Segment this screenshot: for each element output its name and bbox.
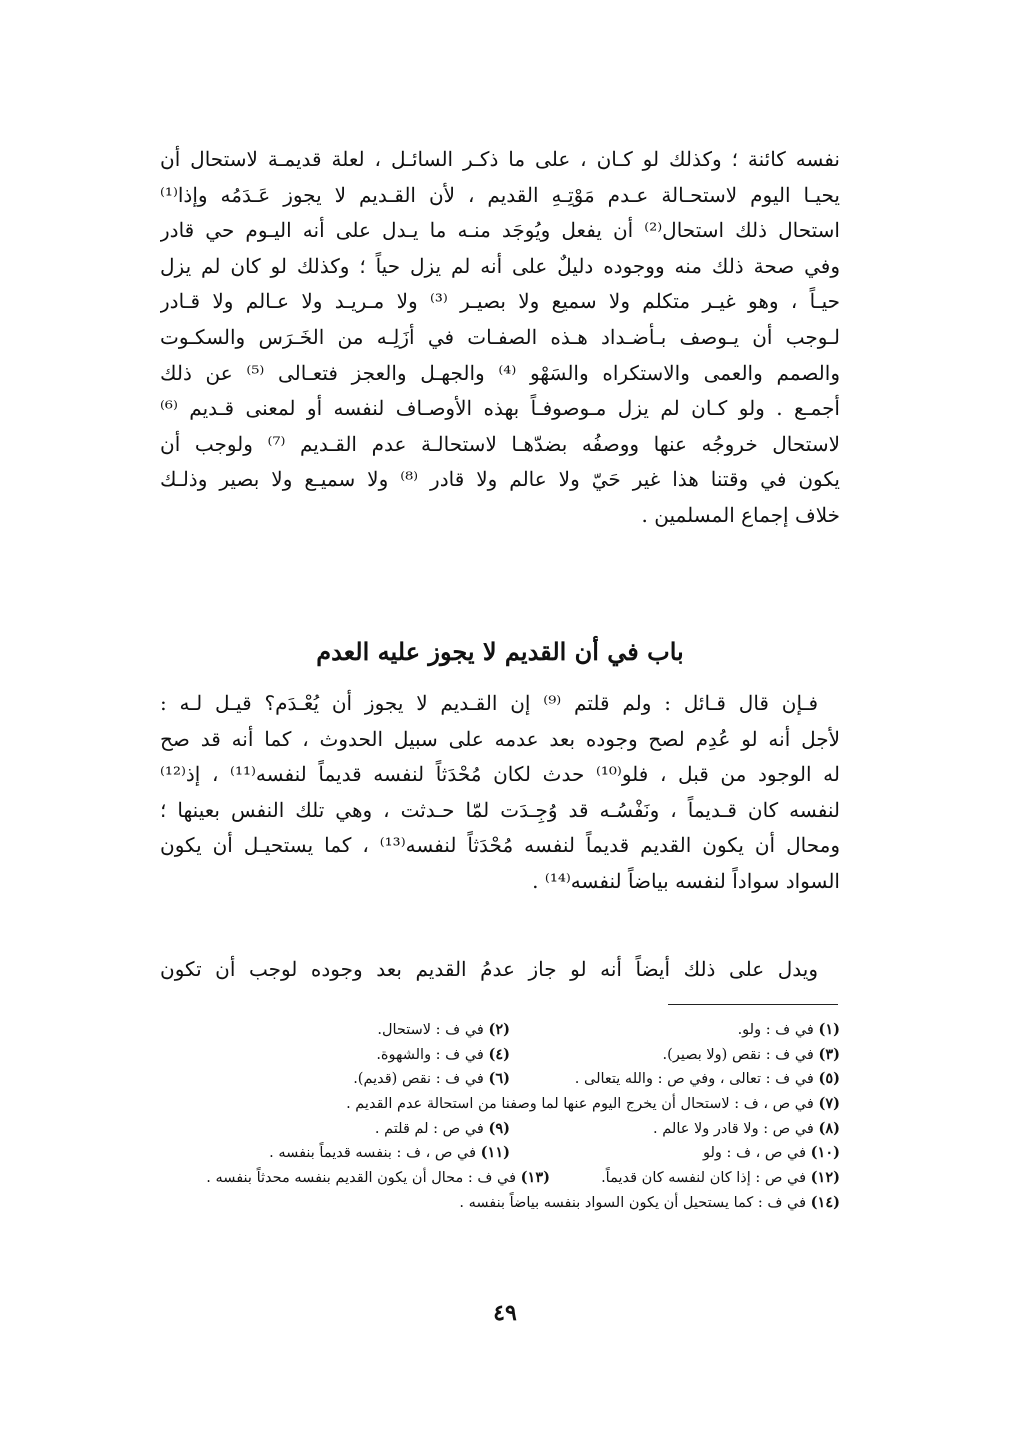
page-number: ٤٩: [493, 1300, 517, 1326]
section-heading: باب في أن القديم لا يجوز عليه العدم: [316, 637, 684, 666]
footnote-text: في ف : كما يستحيل أن يكون السواد بنفسه بياضاً بنفسه .: [459, 1194, 811, 1211]
paragraph-3: [160, 952, 840, 988]
footnote-text: في ف : نقص (قديم).: [353, 1071, 489, 1088]
text-line: يكون في وقتنا هذا غير حَيّ ولا عالم ولا قادر ⁽⁸⁾ ولا سميـع ولا بصير وذلـك: [160, 467, 840, 492]
text-line: يحيـا اليوم لاستحـالة عـدم مَوْتِـهِ القديم ، لأن القـديم لا يجوز عَـدَمُه وإذا⁽¹⁾: [160, 182, 840, 207]
footnote-row: [150, 1117, 840, 1142]
text-line: نفسه كائنة ؛ وكذلك لو كـان ، على ما ذكـر السائـل ، لعلة قديمـة لاستحال أن: [160, 147, 840, 171]
footnotes: [150, 1018, 840, 1216]
paragraph-1: [160, 142, 840, 534]
text-line: فـإن قال قـائل : ولم قلتم ⁽⁹⁾ إن القـديم لا يجوز أن يُعْـدَم؟ قيـل لـه :: [160, 691, 819, 715]
footnote-row: [150, 1166, 840, 1191]
footnote-number: (١٠): [810, 1144, 840, 1162]
footnote-text: في ص : إذا كان لنفسه كان قديماً.: [601, 1170, 811, 1187]
footnote: [377, 1018, 510, 1043]
footnote-text: في ف : محال أن يكون القديم بنفسه محدثاً بنفسه .: [206, 1170, 521, 1187]
footnote-row: [150, 1141, 840, 1166]
footnote-text: في ص : ولا قادر ولا عالم .: [653, 1120, 819, 1137]
footnote-number: (٤): [488, 1045, 510, 1063]
footnote-row: [150, 1018, 840, 1043]
text-line: والصمم والعمى والاستكراه والسَهْو ⁽⁴⁾ والجهـل والعجز فتعـالى ⁽⁵⁾ عن ذلك: [160, 360, 840, 385]
footnote-text: في ف : والشهوة.: [376, 1046, 489, 1063]
footnote-number: (٧): [818, 1095, 840, 1113]
footnote: [459, 1191, 840, 1216]
text-line: أجمـع . ولو كـان لم يزل مـوصوفـاً بهذه الأوصـاف لنفسه أو لمعنى قـديم ⁽⁶⁾: [160, 396, 840, 421]
footnote-number: (٨): [818, 1119, 840, 1137]
footnote-row: [150, 1043, 840, 1068]
footnote-row: [150, 1092, 840, 1117]
footnote-number: (١٤): [810, 1193, 840, 1211]
footnote: [375, 1117, 510, 1142]
footnote-row: [150, 1067, 840, 1092]
footnote: [510, 1067, 840, 1092]
footnote-text: في ف : لاستحال.: [377, 1022, 489, 1038]
footnote-number: (٩): [488, 1119, 510, 1137]
footnote-number: (١): [818, 1021, 840, 1038]
footnote-text: في ص : لم قلتم .: [374, 1120, 489, 1137]
footnote-divider: [668, 1004, 838, 1005]
text-line: حيـاً ، وهو غيـر متكلم ولا سميع ولا بصيـر ⁽³⁾ ولا مـريـد ولا عـالم ولا قـادر: [160, 289, 840, 314]
footnote: [353, 1067, 510, 1092]
footnote-text: في ف : نقص (ولا بصير).: [662, 1046, 819, 1063]
text-line: له الوجود من قبل ، فلو⁽¹⁰⁾ حدث لكان مُحْدَثاً لنفسه قديماً لنفسه⁽¹¹⁾ ، إذ⁽¹²⁾: [160, 762, 840, 787]
footnote-text: في ص ، ف : ولو: [702, 1145, 811, 1162]
text-line: وفي صحة ذلك منه ووجوده دليلٌ على أنه لم يزل حياً ؛ وكذلك لو كان لم يزل: [160, 253, 840, 278]
text-line: ومحال أن يكون القديم قديماً لنفسه مُحْدَثاً لنفسه⁽¹³⁾ ، كما يستحيـل أن يكون: [160, 833, 840, 858]
footnote-number: (٣): [818, 1045, 840, 1063]
footnote-text: في ف : تعالى ، وفي ص : والله يتعالى .: [574, 1071, 819, 1088]
footnote: [346, 1092, 840, 1117]
paragraph-2: [160, 686, 840, 900]
text-line: خلاف إجماع المسلمين .: [641, 502, 840, 527]
footnote-number: (١٢): [810, 1169, 840, 1187]
text-line: ويدل على ذلك أيضاً أنه لو جاز عدمُ القديم بعد وجوده لوجب أن تكون: [160, 957, 818, 981]
text-line: لـوجب أن يـوصف بـأضـداد هـذه الصفـات في أزَلِـه من الخَـرَس والسكـوت: [160, 324, 840, 349]
footnote-number: (٥): [818, 1070, 840, 1088]
footnote-text: في ص ، ف : بنفسه قديماً بنفسه .: [269, 1145, 481, 1162]
footnote: [206, 1166, 550, 1191]
footnote: [510, 1043, 840, 1068]
footnote-row: [150, 1191, 840, 1216]
text-line: لاستحال خروجُه عنها ووصفُه بضدّهـا لاستحالـة عدم القـديم ⁽⁷⁾ ولوجب أن: [160, 431, 840, 456]
footnote-number: (٢): [488, 1021, 510, 1038]
footnote: [510, 1141, 840, 1166]
text-line: استحال ذلك استحال⁽²⁾ أن يفعل ويُوجَد منـه ما يـدل على أنه اليـوم حي قادر: [160, 218, 840, 243]
text-line: السواد سواداً لنفسه بياضاً لنفسه⁽¹⁴⁾ .: [532, 868, 840, 893]
footnote-number: (١٣): [520, 1169, 550, 1187]
footnote-number: (١١): [480, 1144, 510, 1162]
footnote-number: (٦): [488, 1070, 510, 1088]
footnote: [269, 1141, 510, 1166]
text-line: لأجل أنه لو عُدِم لصح وجوده بعد عدمه على سبيل الحدوث ، كما أنه قد صح: [160, 726, 840, 751]
footnote: [376, 1043, 510, 1068]
footnote: [550, 1166, 840, 1191]
footnote-text: في ف : ولو.: [737, 1022, 819, 1038]
footnote: [510, 1117, 840, 1142]
text-line: لنفسه كان قـديماً ، ونَفْسُـه قد وُجِـدَت لمّا حـدثت ، وهي تلك النفس بعينها ؛: [160, 797, 840, 822]
footnote-text: في ص ، ف : لاستحال أن يخرج اليوم عنها لما وصفنا من استحالة عدم القديم .: [346, 1096, 819, 1113]
footnote: [510, 1018, 840, 1043]
